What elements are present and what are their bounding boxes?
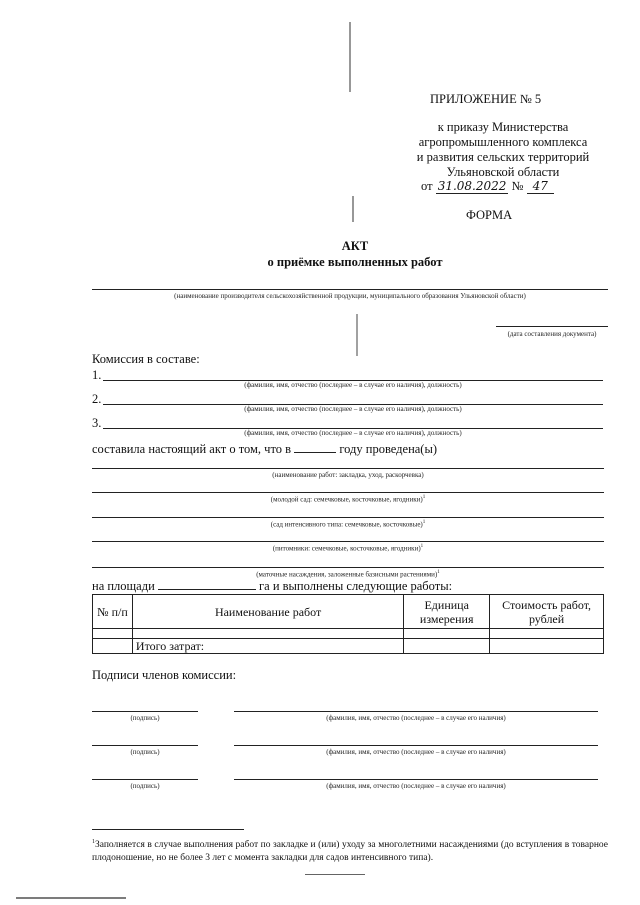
commission-heading: Комиссия в составе: (92, 352, 200, 366)
work-caption: (маточные насаждения, заложенные базисными растениями)$^1$ (256, 570, 440, 579)
work-caption: (молодой сад: семечковые, косточковые, ягодники)$^1$ (270, 495, 426, 504)
footnote-separator (92, 829, 244, 830)
date-prefix: от (421, 179, 433, 193)
member-number: 3. (92, 416, 102, 430)
table-cell[interactable] (132, 629, 403, 639)
work-caption: (питомники: семечковые, косточковые, ягодники)$^1$ (272, 544, 424, 553)
appendix-label: ПРИЛОЖЕНИЕ № 5 (430, 92, 542, 106)
order-line: и развития сельских территорий (416, 150, 590, 164)
title-act: АКТ (341, 239, 369, 253)
signature-line (92, 779, 198, 780)
footnote-ref: 1 (422, 520, 426, 525)
member-caption: (фамилия, имя, отчество (последнее – в случае его наличия), должность) (244, 405, 462, 413)
name-line (234, 711, 598, 712)
number-value: 47 (527, 179, 554, 194)
area-before: на площади (92, 579, 155, 593)
year-blank (294, 452, 336, 453)
order-line: агропромышленного комплекса (418, 135, 588, 149)
work-line (92, 567, 604, 568)
member-caption: (фамилия, имя, отчество (последнее – в случае его наличия), должность) (244, 381, 462, 389)
work-line (92, 541, 604, 542)
name-caption: (фамилия, имя, отчество (последнее – в случае его наличия) (326, 714, 506, 722)
footnote-text (92, 836, 608, 864)
act-statement (92, 442, 437, 457)
work-line (92, 517, 604, 518)
area-statement (92, 579, 452, 594)
document-title (230, 238, 480, 270)
footnote-end-line (305, 874, 365, 875)
table-header-row (93, 595, 604, 629)
area-after: га и выполнены следующие работы: (259, 579, 453, 593)
order-reference (388, 120, 618, 180)
scan-mark-center (356, 314, 358, 356)
work-caption: (сад интенсивного типа: семечковые, косточковые)$^1$ (270, 520, 426, 529)
table-row (93, 629, 604, 639)
footnote-body: Заполняется в случае выполнения работ по закладке и (или) уходу за многолетними насаждениями (до вступления в товарное плодоношение, но не более 3 лет с момента закладки для садов интенсивного типа). (92, 840, 608, 863)
member-caption: (фамилия, имя, отчество (последнее – в случае его наличия), должность) (244, 429, 462, 437)
date-value: 31.08.2022 (437, 179, 507, 193)
footnote-ref: 1 (437, 570, 440, 575)
number-prefix: № (511, 179, 524, 193)
member-number: 2. (92, 392, 102, 406)
order-line: Ульяновской области (446, 165, 560, 179)
header-cell-number: № п/п (93, 595, 133, 629)
name-line (234, 745, 598, 746)
producer-line (92, 289, 608, 290)
form-label: ФОРМА (466, 208, 513, 222)
scan-mark-top (349, 22, 351, 92)
act-statement-before: составила настоящий акт о том, что в (92, 442, 292, 456)
footnote-ref: 1 (420, 544, 424, 549)
producer-caption: (наименование производителя сельскохозяйственной продукции, муниципального образования Ульяновской области) (174, 292, 526, 300)
name-line (234, 779, 598, 780)
act-statement-after: году проведена(ы) (339, 442, 438, 456)
work-caption: (наименование работ: закладка, уход, раскорчевка) (272, 471, 424, 479)
signature-line (92, 711, 198, 712)
signature-caption: (подпись) (130, 748, 160, 756)
header-cell-unit: Единица измерения (404, 595, 490, 629)
name-caption: (фамилия, имя, отчество (последнее – в случае его наличия) (326, 748, 506, 756)
name-caption: (фамилия, имя, отчество (последнее – в случае его наличия) (326, 782, 506, 790)
scan-mark-middle (352, 196, 354, 222)
table-total-row (93, 639, 604, 654)
signature-caption: (подпись) (130, 714, 160, 722)
signature-caption: (подпись) (130, 782, 160, 790)
work-line (92, 468, 604, 469)
order-line: к приказу Министерства (437, 120, 569, 134)
header-cell-cost: Стоимость работ, рублей (490, 595, 604, 629)
date-drafted-line (496, 326, 608, 327)
work-line (92, 492, 604, 493)
footnote-ref: 1 (422, 495, 426, 500)
signature-line (92, 745, 198, 746)
works-table (92, 594, 604, 654)
table-cell[interactable] (404, 629, 490, 639)
scan-mark-bottom (16, 897, 126, 899)
header-cell-name: Наименование работ (132, 595, 403, 629)
title-subtitle: о приёмке выполненных работ (267, 255, 443, 269)
total-label: Итого затрат: (132, 639, 403, 654)
table-cell[interactable] (490, 629, 604, 639)
area-blank (158, 589, 256, 590)
date-drafted-caption: (дата составления документа) (507, 330, 597, 338)
table-cell[interactable] (404, 639, 490, 654)
table-cell[interactable] (490, 639, 604, 654)
footnote-mark: 1 (92, 839, 95, 845)
table-cell[interactable] (93, 629, 133, 639)
signatures-heading: Подписи членов комиссии: (92, 668, 237, 682)
table-cell (93, 639, 133, 654)
order-date-row (421, 179, 554, 194)
member-number: 1. (92, 368, 102, 382)
